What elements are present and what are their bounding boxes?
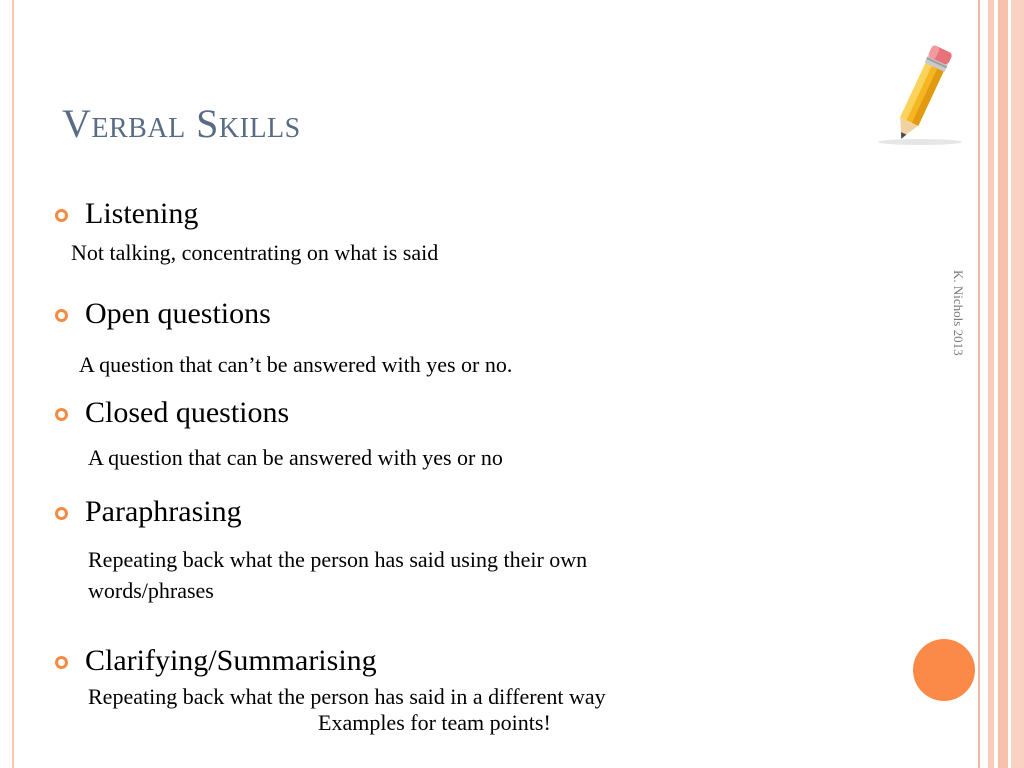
bullet-detail-open-questions: A question that can’t be answered with yes or no. [79,352,513,377]
bullet-detail-paraphrasing-line1: Repeating back what the person has said using their own [88,547,588,572]
left-border-line [12,0,14,768]
bullet-detail-clarifying: Repeating back what the person has said in a different way [88,684,606,709]
bullet-heading-clarifying: Clarifying/Summarising [85,644,377,677]
bullet-heading-listening: Listening [85,197,199,230]
bullet-detail-listening: Not talking, concentrating on what is said [71,240,439,265]
author-year-label: K. Nichols 2013 [951,270,966,356]
decorative-circle [913,639,975,701]
bullet-heading-paraphrasing: Paraphrasing [85,495,242,528]
bullet-icon [55,507,68,520]
bullet-heading-closed-questions: Closed questions [85,396,290,429]
bullet-detail-paraphrasing-line2: words/phrases [88,578,214,603]
bullet-icon [55,656,68,669]
bullet-icon [55,408,68,421]
bullet-icon [55,309,68,322]
slide-title: Verbal Skills [62,101,301,146]
right-decorative-stripes [978,0,1024,768]
bullet-icon [55,209,68,222]
bullet-heading-open-questions: Open questions [85,297,271,330]
pencil-icon [876,44,966,150]
bullet-note-team-points: Examples for team points! [318,710,551,735]
bullet-detail-closed-questions: A question that can be answered with yes or no [88,445,503,470]
